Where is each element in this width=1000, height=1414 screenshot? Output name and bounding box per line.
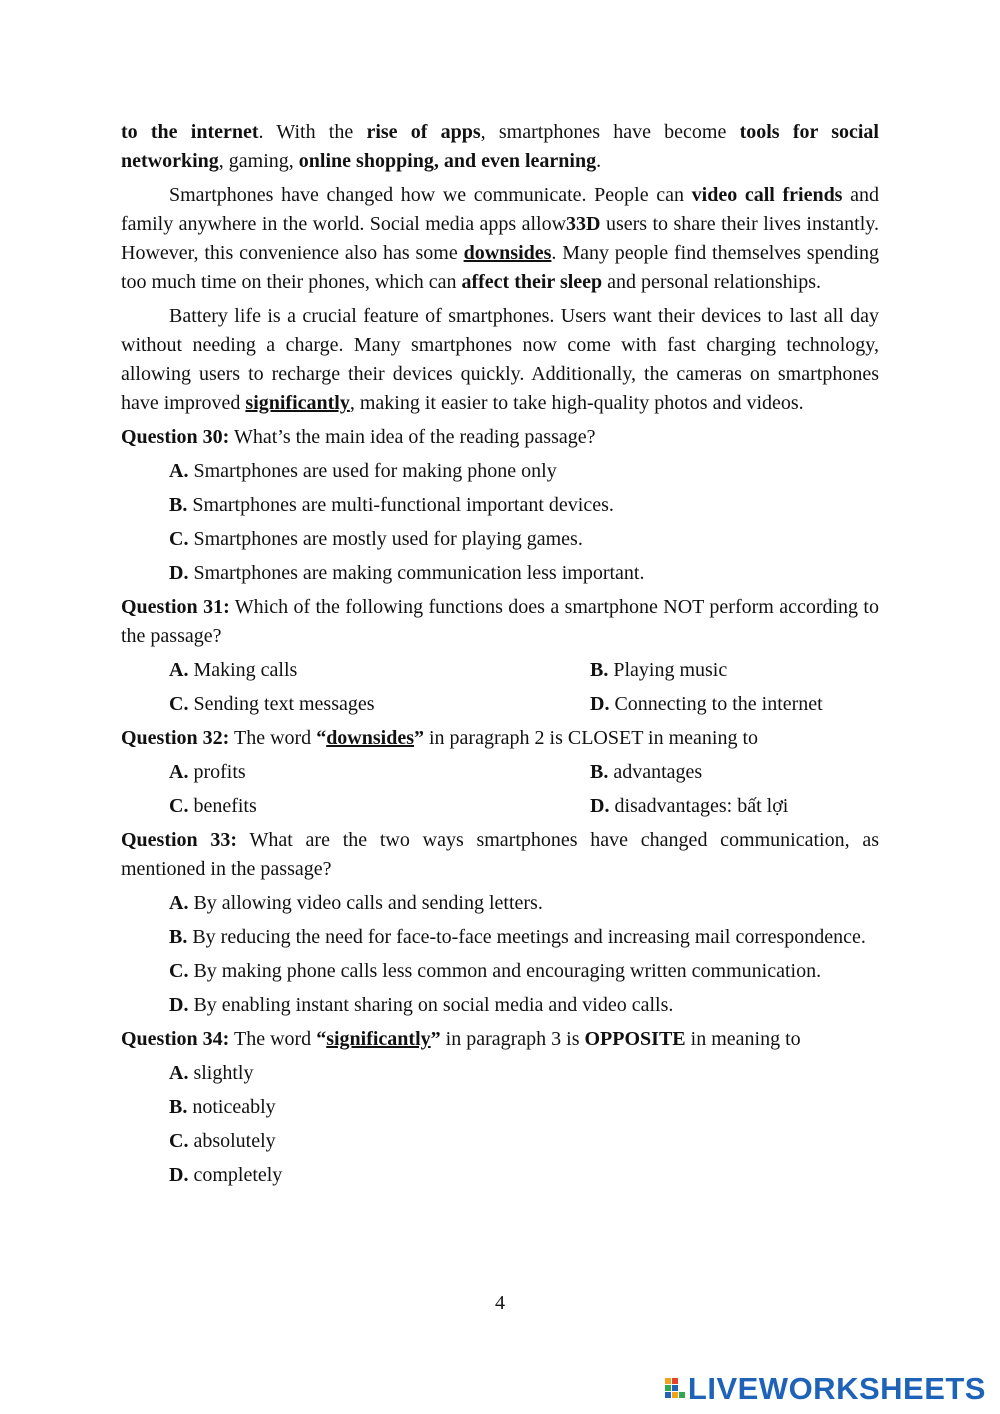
q33-option-d[interactable]: D. By enabling instant sharing on social media and video calls. [169,994,674,1016]
q31-options-row-1 [169,656,879,685]
q31-option-d[interactable]: D. Connecting to the internet [590,693,823,715]
q32-option-c[interactable]: C. benefits [169,795,257,817]
question-34: Question 34: The word “significantly” in paragraph 3 is OPPOSITE in meaning to [121,1028,801,1050]
q31-option-c[interactable]: C. Sending text messages [169,693,375,715]
question-33: Question 33: What are the two ways smartphones have changed communication, as mentioned in the passage? [121,829,880,880]
passage-paragraph-3: Battery life is a crucial feature of smartphones. Users want their devices to last all day without needing a charge. Many smartphones now come with fast charging technology, allowing users to recharge their devices quickly. Additionally, the cameras on smartphones have improved significantly, making it easier to take high-quality photos and videos. [121,305,879,414]
document-page [121,118,879,1190]
q32-option-b[interactable]: B. advantages [590,761,703,783]
q32-option-d[interactable]: D. disadvantages: bất lợi [590,795,789,817]
liveworksheets-logo-icon [664,1376,686,1402]
q34-option-b[interactable]: B. noticeably [169,1096,276,1118]
q30-option-c[interactable]: C. Smartphones are mostly used for playing games. [169,528,583,550]
question-32: Question 32: The word “downsides” in paragraph 2 is CLOSET in meaning to [121,727,759,749]
q33-option-c[interactable]: C. By making phone calls less common and encouraging written communication. [169,960,822,982]
q32-option-a[interactable]: A. profits [169,761,246,783]
q33-option-b[interactable]: B. By reducing the need for face-to-face meetings and increasing mail correspondence. [169,926,866,948]
q31-option-a[interactable]: A. Making calls [169,659,298,681]
highlight-downsides: downsides [463,242,552,264]
handwritten-answer-note: 33D [566,213,601,235]
q33-option-a[interactable]: A. By allowing video calls and sending letters. [169,892,543,914]
q34-option-a[interactable]: A. slightly [169,1062,254,1084]
q34-option-d[interactable]: D. completely [169,1164,283,1186]
passage-paragraph-2: Smartphones have changed how we communicate. People can video call friends and family anywhere in the world. Social media apps allow33D users to share their lives instantly. However, this convenience also has some downsides. Many people find themselves spending too much time on their phones, which can affect their sleep and personal relationships. [121,184,879,293]
q31-option-b[interactable]: B. Playing music [590,659,728,681]
question-31: Question 31: Which of the following functions does a smartphone NOT perform according to the passage? [121,596,879,647]
liveworksheets-brand[interactable] [664,1372,986,1406]
passage-paragraph-1: to the internet. With the rise of apps, smartphones have become tools for social networking, gaming, online shopping, and even learning. [121,121,879,172]
question-30: Question 30: What’s the main idea of the reading passage? [121,426,596,448]
highlight-significantly: significantly [245,392,350,414]
q30-option-a[interactable]: A. Smartphones are used for making phone only [169,460,557,482]
q30-option-b[interactable]: B. Smartphones are multi-functional important devices. [169,494,614,516]
q34-option-c[interactable]: C. absolutely [169,1130,276,1152]
q32-options-row-2 [169,792,879,821]
page-number: 4 [495,1292,505,1314]
q30-option-d[interactable]: D. Smartphones are making communication less important. [169,562,645,584]
q31-options-row-2 [169,690,879,719]
brand-text: LIVEWORKSHEETS [687,1371,986,1406]
q32-options-row-1 [169,758,879,787]
